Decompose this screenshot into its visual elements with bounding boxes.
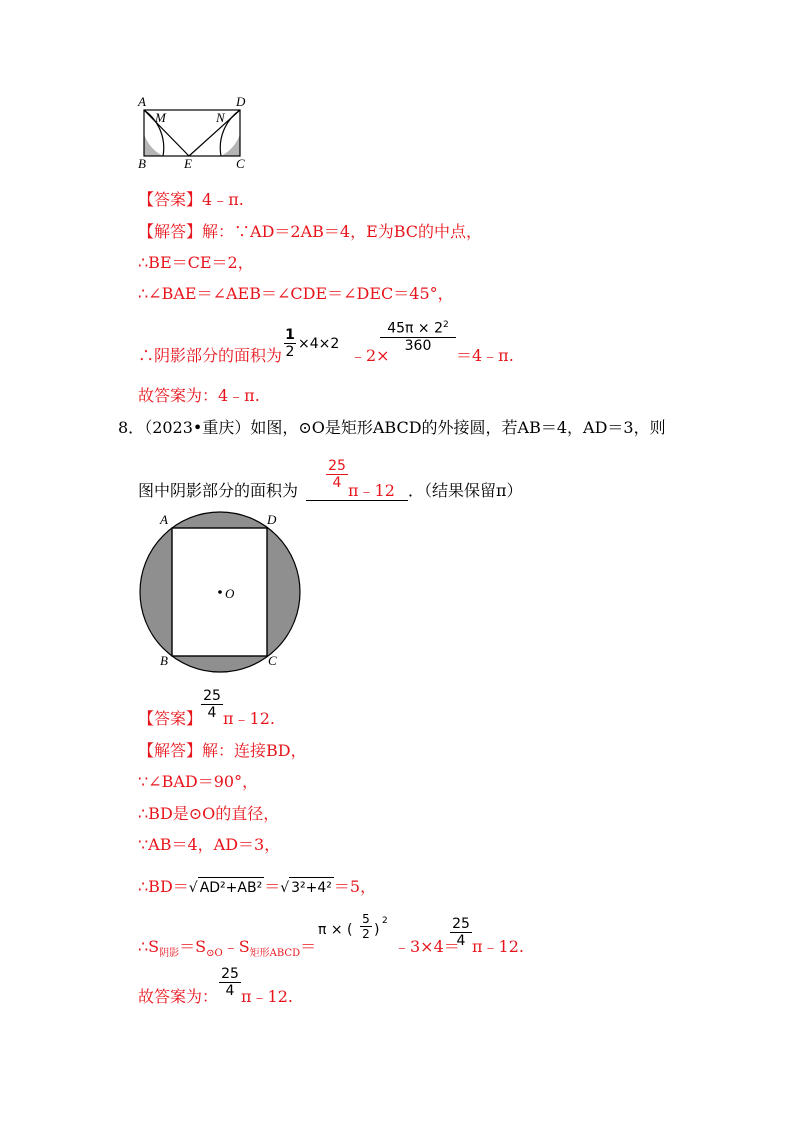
label-c: C bbox=[236, 156, 245, 171]
s-mid: ＝S bbox=[179, 937, 207, 956]
q7-solution-line2: ∴BE＝CE＝2， bbox=[138, 253, 254, 272]
label-a: A bbox=[160, 512, 168, 527]
fraction-numerator: 1 bbox=[285, 327, 295, 343]
q7-solution-line1 bbox=[138, 222, 482, 242]
pi-exponent: 2 bbox=[382, 916, 388, 926]
q8-stem-tail: ．（结果保留π） bbox=[408, 481, 523, 500]
q8-bd-line bbox=[138, 877, 376, 898]
q8-stem-line1 bbox=[118, 418, 666, 438]
label-m: M bbox=[155, 110, 166, 125]
q7-answer bbox=[138, 190, 244, 210]
fraction-denominator: 4 bbox=[201, 704, 223, 721]
fraction-denominator: 4 bbox=[326, 474, 348, 491]
fraction-numerator-exponent: 2 bbox=[443, 320, 449, 330]
label-n: N bbox=[216, 110, 225, 125]
fraction-numerator: 25 bbox=[328, 458, 346, 474]
q8-solution-line2: ∵∠BAD＝90°， bbox=[138, 772, 259, 791]
q8-answer-prefix: 【答案】 bbox=[138, 709, 203, 728]
figure-rectangle-arcs bbox=[130, 92, 260, 172]
s-prefix: ∴S bbox=[138, 937, 160, 956]
fraction-denominator: 4 bbox=[450, 932, 472, 949]
fraction-denominator: 2 bbox=[285, 344, 295, 360]
q7-fraction-half bbox=[284, 327, 296, 360]
label-b: B bbox=[160, 653, 168, 668]
solution-prefix: 【解答】 bbox=[138, 222, 203, 241]
fraction-numerator: 45π × 2 bbox=[387, 320, 444, 337]
fraction-denominator: 360 bbox=[380, 337, 456, 354]
label-e: E bbox=[184, 156, 192, 171]
label-d: D bbox=[236, 94, 246, 109]
label-o: O bbox=[225, 586, 235, 601]
question-stem: （2023•重庆）如图，⊙O是矩形ABCD的外接圆，若AB＝4，AD＝3，则 bbox=[144, 418, 666, 437]
sqrt-sign-1: √ bbox=[188, 880, 198, 896]
q8-area-formula bbox=[138, 937, 316, 964]
s-sub-rect: 矩形ABCD bbox=[249, 948, 301, 960]
q7-area-prefix: ∴阴影部分的面积为 bbox=[138, 346, 283, 365]
q7-area-result: ＝4﹣π. bbox=[456, 346, 514, 365]
q7-times-expr: ×4×2 bbox=[298, 336, 340, 352]
fraction-numerator: 25 bbox=[221, 966, 239, 982]
sqrt-radicand-1: AD²+AB² bbox=[198, 877, 265, 898]
q7-fraction-sector bbox=[380, 320, 456, 354]
q8-stem-line2: 图中阴影部分的面积为 bbox=[138, 481, 299, 500]
q8-minus-34: ﹣3×4＝ bbox=[394, 937, 460, 956]
answer-value: 4﹣π. bbox=[202, 190, 244, 209]
label-b: B bbox=[138, 156, 146, 171]
q7-solution-line3: ∴∠BAE＝∠AEB＝∠CDE＝∠DEC＝45°， bbox=[138, 284, 454, 303]
bd-prefix: ∴BD＝ bbox=[138, 877, 189, 896]
answer-prefix: 【答案】 bbox=[138, 190, 203, 209]
solution-text: 解：∵AD＝2AB＝4，E为BC的中点， bbox=[202, 222, 483, 241]
q8-answer-tail: π﹣12. bbox=[223, 709, 275, 728]
q8-final-fraction bbox=[219, 966, 241, 999]
sqrt-sign-2: √ bbox=[280, 880, 290, 896]
fraction-denominator: 2 bbox=[360, 926, 372, 941]
s-sub-shaded: 阴影 bbox=[159, 948, 180, 960]
q8-result-fraction bbox=[450, 916, 472, 949]
solution-prefix: 【解答】 bbox=[138, 741, 203, 760]
solution-text: 解：连接BD， bbox=[202, 741, 307, 760]
fraction-numerator: 25 bbox=[203, 688, 221, 704]
q8-blank-fraction bbox=[326, 458, 348, 491]
s-minus: ﹣S bbox=[222, 937, 250, 956]
label-a: A bbox=[138, 94, 146, 109]
figure-circle-rectangle bbox=[136, 508, 306, 678]
q7-minus-2x: ﹣2× bbox=[350, 346, 390, 365]
s-eq: ＝ bbox=[300, 937, 317, 956]
label-c: C bbox=[268, 653, 277, 668]
fraction-numerator: 25 bbox=[452, 916, 470, 932]
s-sub-circle: ⊙O bbox=[206, 948, 223, 960]
q8-answer-fraction bbox=[201, 688, 223, 721]
question-number: 8． bbox=[118, 418, 145, 437]
label-d: D bbox=[267, 512, 277, 527]
q8-result-tail: π﹣12. bbox=[472, 937, 524, 956]
fraction-denominator: 4 bbox=[219, 982, 241, 999]
half-fraction bbox=[360, 912, 372, 941]
q8-solution-line4: ∵AB＝4，AD＝3， bbox=[138, 835, 281, 854]
q8-solution-line1 bbox=[138, 741, 307, 761]
bd-result: ＝5， bbox=[333, 877, 377, 896]
q8-final-tail: π﹣12. bbox=[241, 987, 293, 1006]
fraction-numerator: 5 bbox=[362, 912, 370, 926]
equals-sign: ＝ bbox=[264, 877, 281, 896]
q8-blank-tail: π﹣12 bbox=[348, 481, 395, 500]
q8-solution-line3: ∴BD是⊙O的直径， bbox=[138, 804, 280, 823]
sqrt-radicand-2: 3²+4² bbox=[289, 877, 334, 898]
pi-expr: π × ( bbox=[318, 922, 353, 938]
q7-final-answer: 故答案为：4﹣π. bbox=[138, 386, 260, 405]
pi-close: ) bbox=[374, 922, 380, 938]
q8-final-prefix: 故答案为： bbox=[138, 987, 219, 1006]
